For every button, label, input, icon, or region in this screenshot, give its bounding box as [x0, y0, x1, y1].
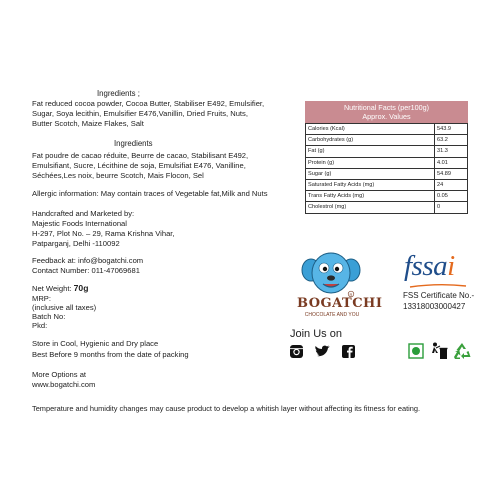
- fssai-logo: [404, 250, 455, 283]
- nutrient-label: Carbohydrates (g): [306, 135, 435, 146]
- marketer-line-2: Majestic Foods International: [32, 219, 127, 228]
- more-options-label: More Options at: [32, 370, 87, 379]
- nutrient-label: Fat (g): [306, 146, 435, 157]
- dispose-bin-icon: [430, 341, 450, 361]
- brand-registered-mark: R: [349, 291, 353, 297]
- storage-line-2: Best Before 9 months from the date of packing: [32, 350, 189, 359]
- ingredients-fr-line-1: Fat poudre de cacao réduite, Beurre de cacao, Stabilisant E492,: [32, 151, 249, 160]
- website-url: www.bogatchi.com: [32, 380, 96, 389]
- nutrition-header: [305, 101, 468, 123]
- nutrition-row: [306, 179, 468, 190]
- ingredients-heading: Ingredients ;: [97, 89, 140, 98]
- recycle-icon: [452, 341, 472, 361]
- marketer-line-3: H-297, Plot No. – 29, Rama Krishna Vihar,: [32, 229, 175, 238]
- allergic-info: Allergic information: May contain traces of Vegetable fat,Milk and Nuts: [32, 189, 268, 198]
- batch-no-label: Batch No:: [32, 312, 66, 321]
- nutrient-label: Trans Fatty Acids (mg): [306, 191, 435, 202]
- fssai-underline-icon: [408, 282, 468, 290]
- mrp-taxes-note: (inclusive all taxes): [32, 303, 97, 312]
- nutrient-label: Sugar (g): [306, 168, 435, 179]
- nutrition-table: [305, 123, 468, 214]
- nutrient-label: Saturated Fatty Acids (mg): [306, 179, 435, 190]
- nutrition-row: [306, 124, 468, 135]
- nutrition-row: [306, 191, 468, 202]
- nutrient-value: 4.01: [435, 157, 468, 168]
- nutrition-title: Nutritional Facts (per100g): [343, 103, 430, 112]
- pkd-label: Pkd:: [32, 321, 48, 330]
- ingredients-fr-heading: Ingredients: [114, 139, 153, 148]
- storage-line-1: Store in Cool, Hygienic and Dry place: [32, 339, 159, 348]
- ingredients-en-line-1: Fat reduced cocoa powder, Cocoa Butter, Stabiliser E492, Emulsifier,: [32, 99, 265, 108]
- nutrient-value: 63.2: [435, 135, 468, 146]
- nutrient-label: Protein (g): [306, 157, 435, 168]
- ingredients-en-line-3: Butter Scotch, Maize Flakes, Salt: [32, 119, 144, 128]
- nutrient-label: Cholestrol (mg): [306, 202, 435, 213]
- nutrition-row: [306, 157, 468, 168]
- net-weight: [32, 283, 88, 294]
- fssai-logo-text: fssa: [404, 250, 448, 282]
- nutrition-row: [306, 146, 468, 157]
- feedback-email: Feedback at: info@bogatchi.com: [32, 256, 144, 265]
- marketer-line-1: Handcrafted and Marketed by:: [32, 209, 135, 218]
- net-weight-label: Net Weight:: [32, 284, 74, 293]
- mrp-label: MRP:: [32, 294, 51, 303]
- marketer-line-4: Patparganj, Delhi -110092: [32, 239, 120, 248]
- bogatchi-logo: [294, 246, 383, 328]
- fss-certificate-label: FSS Certificate No.-: [403, 291, 475, 300]
- fssai-logo-accent: i: [447, 250, 455, 282]
- nutrient-value: 543.9: [435, 124, 468, 135]
- join-us-label: Join Us on: [290, 328, 342, 340]
- footer-note: Temperature and humidity changes may cause product to develop a whitish layer without affecting its fitness for eating.: [32, 404, 421, 413]
- social-icons: [289, 344, 369, 365]
- nutrition-row: [306, 168, 468, 179]
- instagram-icon[interactable]: [290, 345, 303, 358]
- nutrition-subtitle: Approx. Values: [362, 112, 411, 121]
- facebook-icon[interactable]: [342, 345, 355, 358]
- veg-mark-icon: [408, 343, 424, 359]
- nutrient-value: 24: [435, 179, 468, 190]
- brand-tagline: CHOCOLATE AND YOU: [304, 312, 360, 318]
- ingredients-fr-line-3: Séchées,Les noix, beurre Scotch, Mais Flocon, Sel: [32, 171, 204, 180]
- fss-certificate-number: 13318003000427: [403, 302, 466, 311]
- nutrient-label: Calories (Kcal): [306, 124, 435, 135]
- nutrition-row: [306, 135, 468, 146]
- nutrient-value: 0: [435, 202, 468, 213]
- nutrition-row: [306, 202, 468, 213]
- ingredients-en-line-2: Sugar, Soya lecithin, Emulsifier E476,Vanillin, Dried Fruits, Nuts,: [32, 109, 248, 118]
- contact-number: Contact Number: 011-47069681: [32, 266, 140, 275]
- twitter-icon[interactable]: [315, 346, 330, 357]
- nutrient-value: 0.05: [435, 191, 468, 202]
- net-weight-value: 70g: [73, 283, 89, 293]
- nutrient-value: 54.89: [435, 168, 468, 179]
- brand-name: BOGATCHI: [297, 296, 383, 311]
- ingredients-fr-line-2: Emulsifiant, Sucre, Lécithine de soja, Emulsifiat E476, Vanilline,: [32, 161, 246, 170]
- nutrient-value: 31.3: [435, 146, 468, 157]
